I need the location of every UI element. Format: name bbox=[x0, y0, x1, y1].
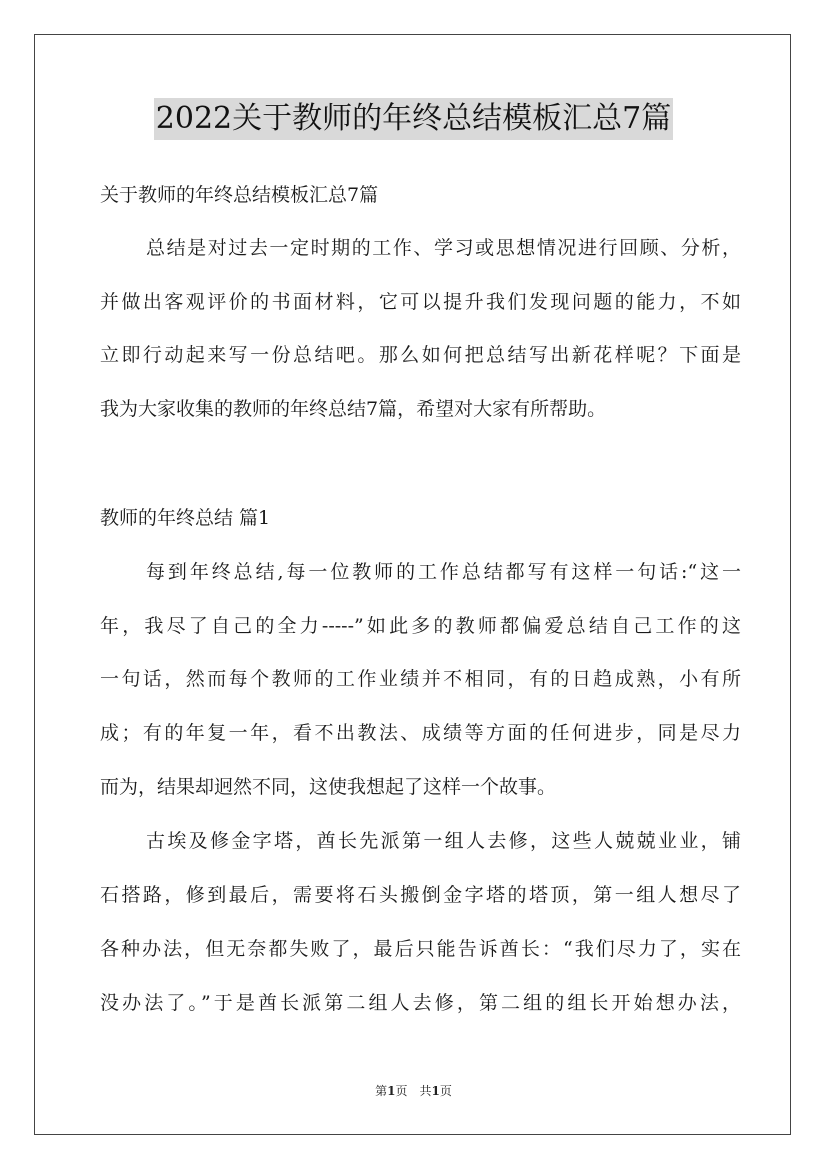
paragraph1-line-5: 而为，结果却迥然不同，这使我想起了这样一个故事。 bbox=[100, 776, 557, 798]
footer-page-total: 1 bbox=[431, 1084, 440, 1098]
paragraph1-line-4: 成；有的年复一年，看不出教法、成绩等方面的任何进步，同是尽力 bbox=[100, 722, 741, 744]
footer-page-number: 1 bbox=[387, 1084, 396, 1098]
intro-line-1: 总结是对过去一定时期的工作、学习或思想情况进行回顾、分析， bbox=[146, 237, 741, 259]
intro-line-4: 我为大家收集的教师的年终总结7篇，希望对大家有所帮助。 bbox=[100, 398, 607, 420]
intro-line-3: 立即行动起来写一份总结吧。那么如何把总结写出新花样呢？下面是 bbox=[100, 344, 741, 366]
paragraph2-line-3: 各种办法，但无奈都失败了，最后只能告诉酋长：“我们尽力了，实在 bbox=[100, 938, 741, 960]
footer-page-suffix: 页 bbox=[439, 1084, 452, 1098]
paragraph2-line-2: 石搭路，修到最后，需要将石头搬倒金字塔的塔顶，第一组人想尽了 bbox=[100, 884, 741, 906]
intro-line-2: 并做出客观评价的书面材料，它可以提升我们发现问题的能力，不如 bbox=[100, 291, 741, 313]
paragraph2-line-1: 古埃及修金字塔，酋长先派第一组人去修，这些人兢兢业业，铺 bbox=[146, 830, 741, 852]
footer-page-mid: 页 共 bbox=[395, 1084, 432, 1098]
paragraph1-line-3: 一句话，然而每个教师的工作业绩并不相同，有的日趋成熟，小有所 bbox=[100, 668, 741, 690]
page-footer bbox=[0, 1083, 827, 1099]
document-subtitle: 关于教师的年终总结模板汇总7篇 bbox=[100, 184, 379, 206]
paragraph2-line-4: 没办法了。”于是酋长派第二组人去修，第二组的组长开始想办法， bbox=[100, 992, 741, 1014]
paragraph1-line-1: 每到年终总结,每一位教师的工作总结都写有这样一句话:“这一 bbox=[146, 561, 741, 583]
footer-page-prefix: 第 bbox=[375, 1084, 388, 1098]
section-heading: 教师的年终总结 篇1 bbox=[100, 507, 271, 529]
document-title: 2022关于教师的年终总结模板汇总7篇 bbox=[154, 98, 673, 140]
title-container bbox=[0, 98, 827, 140]
paragraph1-line-2: 年，我尽了自己的全力-----”如此多的教师都偏爱总结自己工作的这 bbox=[100, 615, 741, 637]
